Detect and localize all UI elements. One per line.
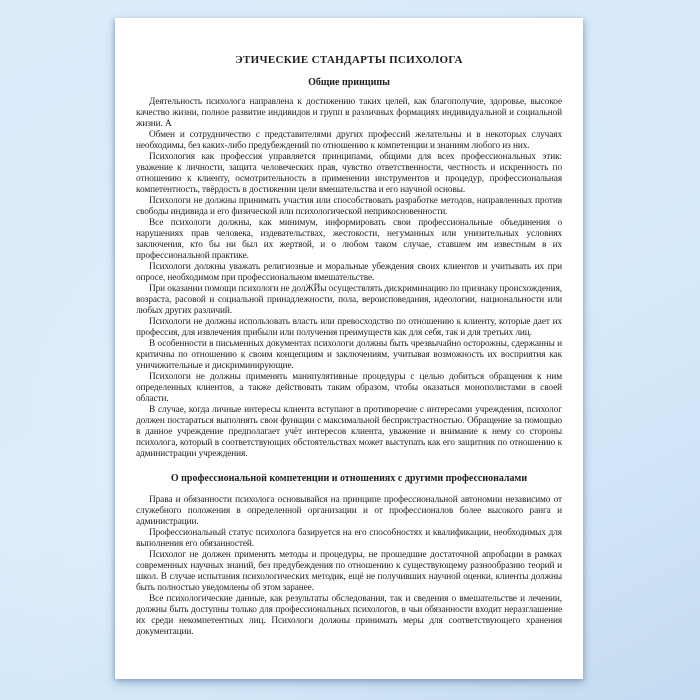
section-heading-general-principles: Общие принципы <box>308 77 390 88</box>
paragraph: В особенности в письменных документах психологи должны быть чрезвычайно осторожны, сдержанны и критичны по отношению к своим концепциям и заключениям, учитывая возможность их восприятия как уничижительные и дискриминирующие. <box>136 339 562 371</box>
paragraph: Права и обязанности психолога основывайся на принципе профессиональной автономии независимо от служебного положения в определенной организации и от профессионалов более высокого ранга и администрации. <box>136 495 562 527</box>
paragraph: Психологи не должны принимать участия или способствовать разработке методов, направленных против свободы индивида и его физической или психологической неприкосновенности. <box>136 196 562 217</box>
paragraph: Обмен и сотрудничество с представителями других профессий желательны и в некоторых случаях необходимы, без каких-либо предубеждений по отношению к компетенции и знаниям любого из них. <box>136 130 562 151</box>
paragraph: Психолог не должен применять методы и процедуры, не прошедшие достаточной апробации в рамках современных научных знаний, без предубеждения по отношению к существующему разнообразию теорий и школ. В случае испытания психологических методик, ещё не получивших научной оценки, клиенты должны быть полностью уведомлены об этом заранее. <box>136 550 562 593</box>
section-general-principles <box>136 77 562 460</box>
section-body-professional-competence <box>136 495 562 638</box>
paragraph: При оказании помощи психологи не долЖЙы осуществлять дискриминацию по признаку происхождения, возраста, расовой и социальной принадлежности, пола, вероисповедания, идеологии, национальности или любых других различий. <box>136 284 562 316</box>
paragraph: Все психологи должны, как минимум, информировать свои профессиональные объединения о нарушениях прав человека, издевательствах, жестокости, негуманных или унизительных условиях заключения, кто бы ни был их жертвой, и о любом таком случае, ставшем им известным в их профессиональной практике. <box>136 218 562 261</box>
document-page <box>115 18 583 679</box>
paragraph: Деятельность психолога направлена к достижению таких целей, как благополучие, здоровье, высокое качество жизни, полное развитие индивидов и групп в различных формациях индивидуальной и социальной жизни. А <box>136 97 562 129</box>
paragraph: Психологи не должны использовать власть или превосходство по отношению к клиенту, которые дает их профессия, для извлечения прибыли или получения преимуществ как для себя, так и для третьих лиц. <box>136 317 562 338</box>
paragraph: Психология как профессия управляется принципами, общими для всех профессиональных этик: уважение к личности, защита человеческих прав, чувство ответственности, честность и искренность по отношению к клиенту, осмотрительность в применении инструментов и процедур, профессиональная компетентность, твёрдость в достижении цели вмешательства и его научной основы. <box>136 152 562 195</box>
paragraph: Профессиональный статус психолога базируется на его способностях и квалификации, необходимых для выполнения его обязанностей. <box>136 528 562 549</box>
paragraph: В случае, когда личные интересы клиента вступают в противоречие с интересами учреждения, психолог должен постараться выполнять свои функции с максимальной беспристрастностью. Обращение за помощью в данное учреждение предполагает учёт интересов клиента, уважение и внимание к нему со стороны психолога, который в соответствующих обстоятельствах может выступать как его защитник по отношению к администрации учреждения. <box>136 405 562 459</box>
section-professional-competence <box>136 473 562 638</box>
document-title: ЭТИЧЕСКИЕ СТАНДАРТЫ ПСИХОЛОГА <box>235 54 463 66</box>
paragraph: Психологи не должны применять манипулятивные процедуры с целью добиться обращения к ним определенных клиентов, а также действовать таким образом, чтобы оказаться монополистами в своей области. <box>136 372 562 404</box>
paragraph: Психологи должны уважать религиозные и моральные убеждения своих клиентов и учитывать их при опросе, необходимом при профессиональном вмешательстве. <box>136 262 562 283</box>
section-body-general-principles <box>136 97 562 460</box>
paragraph: Все психологические данные, как результаты обследования, так и сведения о вмешательстве и лечении, должны быть доступны только для профессиональных психологов, в чьи обязанности входит неразглашение их среди некомпетентных лиц. Психологи должны принимать меры для соответствующего хранения документации. <box>136 594 562 637</box>
section-heading-professional-competence: О профессиональной компетенции и отношениях с другими профессионалами <box>170 473 528 484</box>
